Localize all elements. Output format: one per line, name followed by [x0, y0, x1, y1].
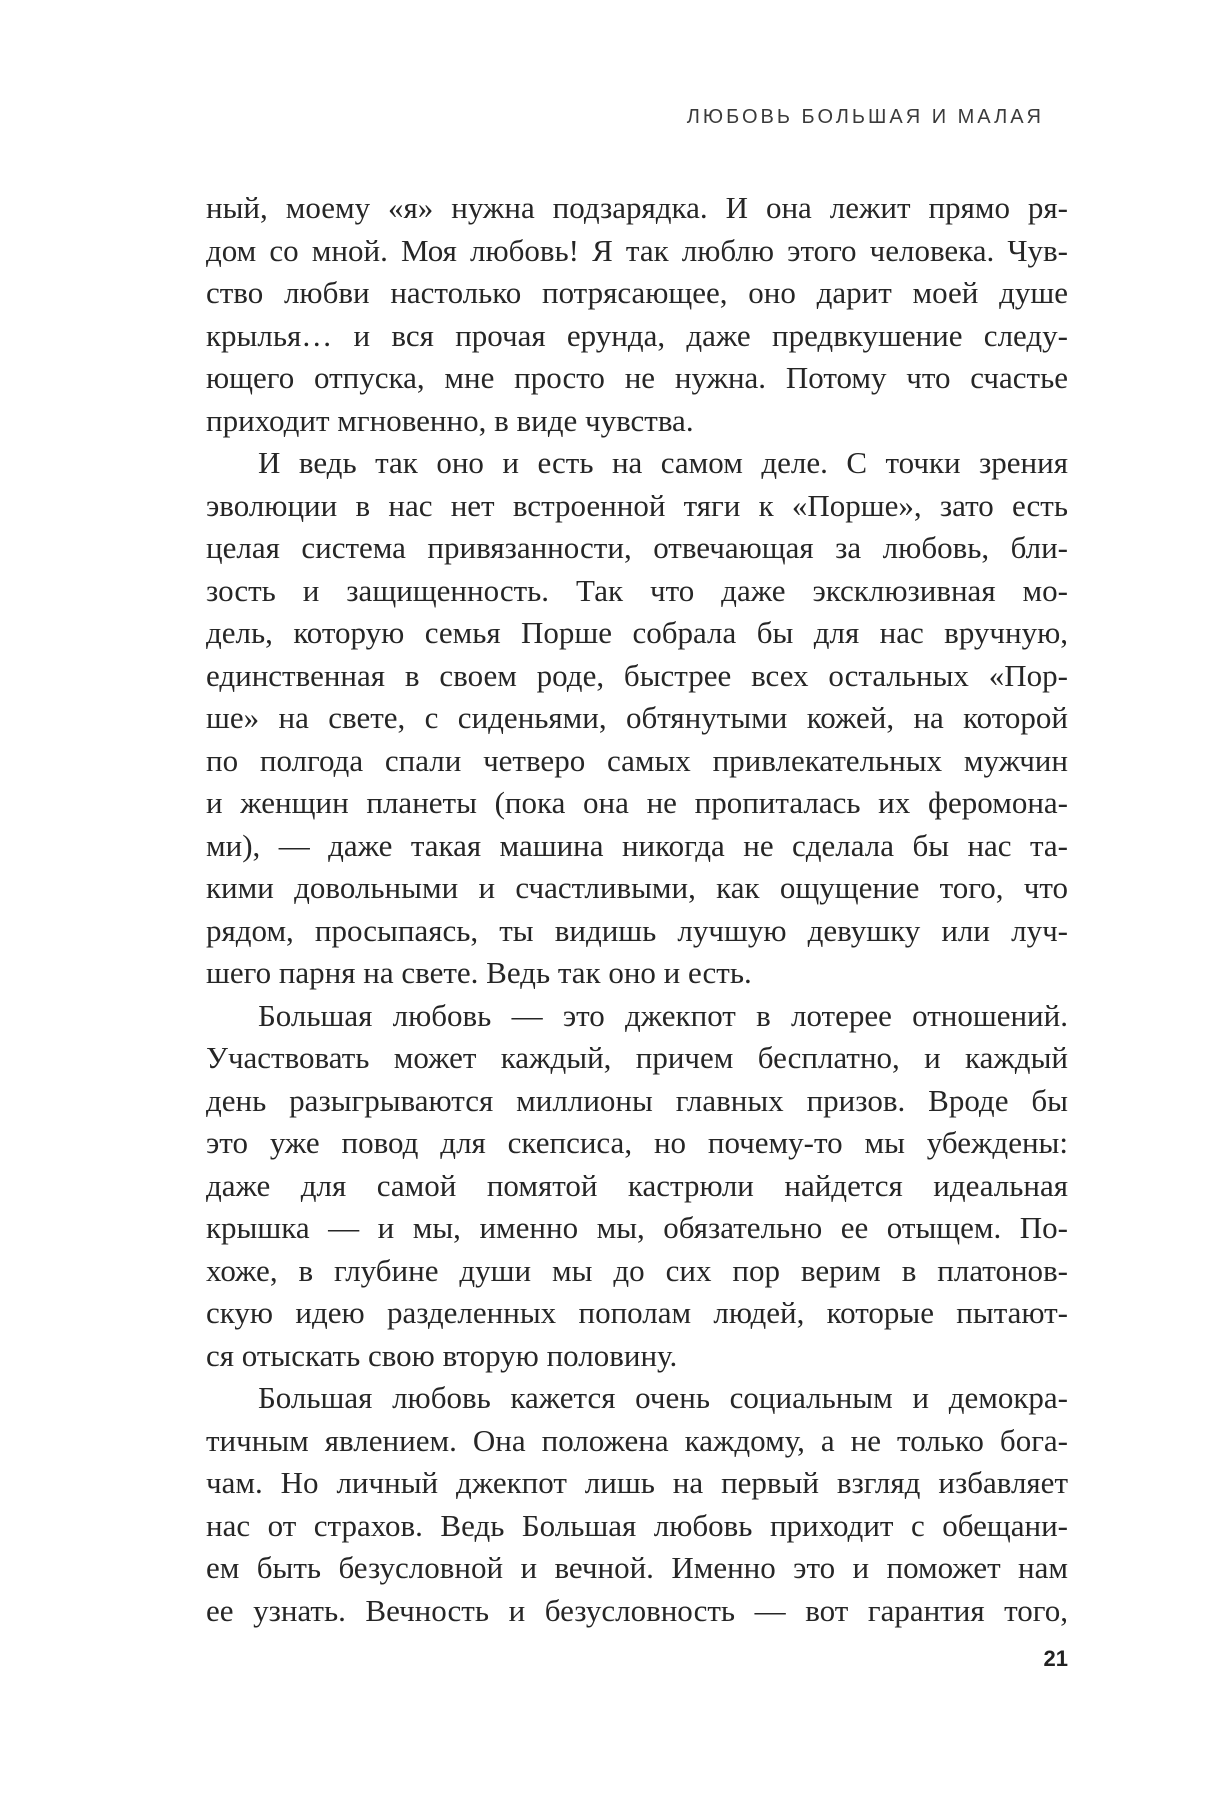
- running-head: ЛЮБОВЬ БОЛЬШАЯ И МАЛАЯ: [686, 106, 1044, 128]
- text-line: крышка — и мы, именно мы, обязательно ее отыщем. По-: [206, 1210, 1068, 1245]
- text-line: кими довольными и счастливыми, как ощущение того, что: [206, 870, 1068, 905]
- text-line: ем быть безусловной и вечной. Именно это и поможет нам: [206, 1550, 1068, 1585]
- text-line: хоже, в глубине души мы до сих пор верим в платонов-: [206, 1252, 1068, 1288]
- text-line: скую идею разделенных пополам людей, которые пытают-: [206, 1295, 1068, 1330]
- text-line: И ведь так оно и есть на самом деле. С точки зрения: [258, 445, 1068, 480]
- text-line: Большая любовь кажется очень социальным и демокра-: [258, 1380, 1068, 1415]
- text-line: Большая любовь — это джекпот в лотерее отношений.: [258, 997, 1068, 1033]
- text-line: ее узнать. Вечность и безусловность — вот гарантия того,: [206, 1592, 1068, 1628]
- text-line: единственная в своем роде, быстрее всех остальных «Пор-: [206, 657, 1068, 693]
- text-line: день разыгрываются миллионы главных призов. Вроде бы: [206, 1082, 1068, 1118]
- text-line: ный, моему «я» нужна подзарядка. И она лежит прямо ря-: [206, 190, 1068, 225]
- text-line: Участвовать может каждый, причем бесплатно, и каждый: [206, 1040, 1068, 1075]
- text-line: крылья… и вся прочая ерунда, даже предвкушение следу-: [206, 317, 1068, 353]
- text-line: шего парня на свете. Ведь так оно и есть.: [206, 955, 752, 990]
- text-line: нас от страхов. Ведь Большая любовь приходит с обещани-: [206, 1507, 1068, 1543]
- text-line: ся отыскать свою вторую половину.: [206, 1337, 678, 1373]
- page-number: 21: [1043, 1646, 1068, 1671]
- text-line: ше» на свете, с сиденьями, обтянутыми кожей, на которой: [206, 700, 1068, 735]
- text-line: дом со мной. Моя любовь! Я так люблю этого человека. Чув-: [206, 232, 1068, 268]
- text-line: по полгода спали четверо самых привлекательных мужчин: [206, 742, 1068, 778]
- text-line: рядом, просыпаясь, ты видишь лучшую девушку или луч-: [206, 912, 1068, 948]
- text-line: эволюции в нас нет встроенной тяги к «Порше», зато есть: [206, 487, 1068, 523]
- text-line: приходит мгновенно, в виде чувства.: [206, 402, 694, 438]
- text-line: целая система привязанности, отвечающая за любовь, бли-: [206, 530, 1068, 565]
- text-line: ми), — даже такая машина никогда не сделала бы нас та-: [206, 827, 1068, 863]
- text-line: это уже повод для скепсиса, но почему-то мы убеждены:: [206, 1125, 1068, 1160]
- body-text: [206, 187, 1068, 1632]
- text-line: даже для самой помятой кастрюли найдется идеальная: [206, 1167, 1068, 1203]
- text-line: ство любви настолько потрясающее, оно дарит моей душе: [206, 275, 1068, 310]
- text-line: зость и защищенность. Так что даже эксклюзивная мо-: [206, 572, 1068, 608]
- text-line: чам. Но личный джекпот лишь на первый взгляд избавляет: [206, 1465, 1068, 1500]
- text-line: и женщин планеты (пока она не пропиталась их феромона-: [206, 785, 1068, 820]
- text-line: ющего отпуска, мне просто не нужна. Потому что счастье: [206, 360, 1068, 395]
- text-line: тичным явлением. Она положена каждому, а не только бога-: [206, 1422, 1068, 1458]
- text-line: дель, которую семья Порше собрала бы для нас вручную,: [206, 615, 1068, 650]
